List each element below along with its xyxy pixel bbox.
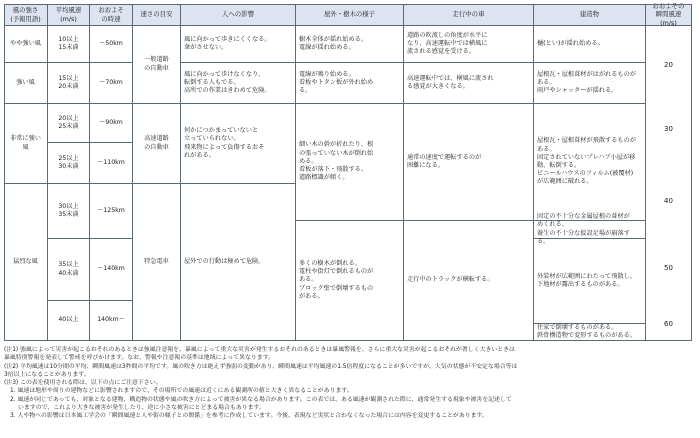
avg-speed-cell [48, 239, 90, 301]
gust-value: 50 [664, 263, 673, 272]
cell-text: ある。 [299, 276, 318, 284]
cell-text: 樹木全体が揺れ始める。 [299, 35, 368, 43]
cell-text: ～110km [97, 158, 125, 166]
building-cell [534, 104, 646, 221]
cell-text: 通常の速度で運転するのが [407, 153, 482, 161]
cell-text: 速さの目安 [140, 10, 173, 19]
cell-text: ～125km [97, 206, 125, 214]
note-line: (注3) この表を使用される際は、以下の点にご注意下さい。 [4, 380, 162, 387]
cell-text: 15未満 [58, 44, 79, 51]
gust-value: 30 [664, 125, 673, 134]
speed-guide-cell [133, 104, 181, 184]
avg-speed-cell [48, 301, 90, 341]
cell-text: 高所での作業はきわめて危険。 [184, 87, 271, 95]
cell-text: 困難になる。 [407, 162, 445, 169]
cell-text: ビニールハウスのフィルム(被覆材) [537, 170, 634, 178]
cell-text: 転倒する人もでる。 [184, 78, 240, 86]
cell-text: (m/s) [660, 18, 677, 27]
cell-text: 20以上 [58, 114, 79, 122]
cell-text: 風の強さ [12, 6, 39, 15]
cell-text: 屋外・樹木の様子 [323, 10, 376, 19]
cell-text: 屋外での行動は極めて危険。 [184, 257, 265, 265]
note-line: 3. 人や物への影響は日本風工学会の「瞬間風速と人や街の様子との関係」を参考に作成しています。今後、表現など実状と合わなくなった場合には内容を変更することがあります。 [10, 413, 488, 420]
cell-text: 細い木の幹が折れたり、根 [299, 141, 374, 149]
cell-text: 雨戸やシャッターが揺れる。 [537, 87, 618, 95]
cell-text: 住家で倒壊するものがある。 [537, 323, 618, 331]
car-cell [404, 221, 534, 341]
cell-text: 屋根瓦・屋根葺材がはがれるものが [537, 70, 636, 78]
cell-text: 風に向かって歩けなくなり、 [184, 70, 265, 78]
cell-text: ～140km [97, 265, 125, 273]
cell-text: ～90km [99, 118, 123, 126]
car-cell [404, 63, 534, 104]
building-cell [534, 63, 646, 104]
people-cell [181, 26, 296, 63]
note-line: 3倍以上になることがあります。 [4, 371, 90, 378]
building-cell [534, 324, 646, 341]
people-cell [181, 63, 296, 104]
kmh-cell [90, 104, 133, 143]
kmh-cell [90, 26, 133, 63]
gust-value: 40 [664, 197, 673, 206]
note-line: (注1) 強風によって災害が起こるおそれのあるときは強風注意報を、暴風によって重大な災害が発生するおそれのあるときは暴風警報を、さらに重大な災害が起こるおそれが著しく大きいときは [4, 347, 515, 353]
cell-text: ～50km [99, 39, 123, 47]
header-building [534, 4, 646, 26]
cell-text: ある。 [537, 78, 556, 86]
cell-text: ブロック壁で倒壊するもの [299, 284, 374, 292]
cell-text: 非常に強い風 [10, 135, 41, 151]
note-line: 暴風特別警報を発表して警戒を呼びかけます。なお、警報や注意報の基準は地域によって異なります。 [4, 355, 275, 362]
cell-text: 強い風 [16, 78, 35, 86]
cell-text: 固定の不十分な金属屋根の葺材が [537, 213, 630, 221]
building-cell [534, 213, 646, 245]
cell-text: める。 [299, 157, 318, 165]
avg-speed-cell [48, 143, 90, 184]
strength-label [4, 26, 48, 63]
kmh-cell [90, 239, 133, 301]
cell-text: 高速道路 [144, 135, 169, 143]
cell-text: がある。 [299, 292, 324, 300]
cell-text: 平均風速 [55, 6, 82, 15]
header-speed-guide [133, 4, 181, 26]
building-cell [534, 26, 646, 63]
strength-label [4, 63, 48, 104]
cell-text: 瞬間風速 [655, 10, 682, 19]
cell-text: 走行中の車 [452, 10, 485, 19]
cell-text: おおよその [652, 2, 685, 11]
outdoor-cell [296, 63, 404, 104]
cell-text: 猛烈な風 [13, 257, 38, 265]
cell-text: 道路の吹流しの角度が水平に [407, 31, 488, 39]
cell-text: 何かにつかまっていないと [184, 127, 259, 135]
cell-text: 特急電車 [144, 257, 169, 265]
cell-text: 25未満 [58, 123, 79, 130]
cell-text: 養生の不十分な仮設足場が崩落する。 [537, 229, 630, 245]
speed-guide-cell [133, 184, 181, 341]
header-avg-speed [48, 4, 90, 26]
cell-text: 樋(とい)が揺れ始める。 [537, 39, 604, 47]
cell-text: が広範囲に破れる。 [537, 178, 593, 186]
cell-text: る感覚が大きくなる。 [407, 83, 469, 90]
header-car [404, 4, 534, 26]
note-line: 1. 風速は地形や周りの建物などに影響されますので、その場所での風速は近くにある観測所の値と大きく異なることがあります。 [10, 388, 353, 395]
cell-text: 140km～ [97, 316, 125, 324]
cell-text: 電線が鳴り始める。 [299, 70, 355, 78]
note-line: 2. 風速が同じであっても、対象となる建物、構造物の状態や風の吹き方によって被害が異なる場合があります。この表では、ある風速が観測された際に、通常発生する現象や被害を記述して [10, 396, 512, 403]
cell-text: おおよそ [98, 6, 124, 15]
cell-text: 看板やトタン板が外れ始め [299, 78, 374, 86]
cell-text: 道路標識が傾く。 [299, 174, 349, 182]
header-approx-speed [90, 4, 133, 26]
cell-text: 外装材が広範囲にわたって飛散し、 [537, 272, 636, 280]
cell-text: めくれる。 [537, 221, 568, 229]
cell-text: (m/s) [60, 14, 77, 23]
cell-text: 鉄骨構造物で変形するものがある。 [537, 332, 636, 339]
note-line: (注2) 平均風速は10分間の平均、瞬間風速は3秒間の平均です。風の吹き方は絶えず強弱の変動があり、瞬間風速は平均風速の1.5倍程度になることが多いですが、大気の状態が不安定な場合等は [4, 363, 518, 370]
cell-text: 40以上 [58, 316, 79, 324]
car-cell [404, 26, 534, 63]
car-cell [404, 104, 534, 221]
cell-text: 立っていられない。 [184, 135, 240, 143]
outdoor-cell [296, 221, 404, 341]
kmh-cell [90, 63, 133, 104]
cell-text: 飛来物によって負傷するおそ [184, 143, 265, 151]
cell-text: 傘がさせない。 [184, 44, 228, 51]
cell-text: 35未満 [58, 211, 79, 218]
strength-label [4, 184, 48, 341]
cell-text: 高速運転中では、横風に流され [407, 74, 494, 82]
cell-text: 10以上 [58, 35, 79, 43]
kmh-cell [90, 184, 133, 239]
cell-text: る。 [299, 87, 312, 95]
header-people [181, 4, 296, 26]
cell-text: の自動車 [144, 143, 169, 151]
header-wind-strength [4, 4, 48, 26]
cell-text: なり、高速運転中では横風に [407, 39, 488, 47]
cell-text: れがある。 [184, 151, 215, 159]
speed-guide-cell [133, 26, 181, 104]
cell-text: 多くの樹木が倒れる。 [299, 259, 361, 267]
cell-text: 一般道路 [144, 56, 169, 64]
cell-text: 動、転倒する。 [537, 162, 581, 169]
avg-speed-cell [48, 184, 90, 239]
cell-text: (予報用語) [10, 14, 41, 23]
building-cell [534, 239, 646, 324]
outdoor-cell [296, 104, 404, 221]
cell-text: 30未満 [58, 163, 79, 170]
avg-speed-cell [48, 104, 90, 143]
cell-text: 30以上 [58, 202, 79, 210]
header-outdoor [296, 4, 404, 26]
avg-speed-cell [48, 26, 90, 63]
kmh-cell [90, 301, 133, 341]
note-line: いますので、これより大きな被害が発生したり、逆に小さな被害にとどまる場合もあります。 [18, 405, 265, 412]
cell-text: 固定されていないプレハブ小屋が移 [537, 153, 636, 161]
people-cell [181, 184, 296, 341]
cell-text: 25以上 [58, 154, 79, 162]
cell-text: 35以上 [58, 261, 79, 269]
strength-label [4, 104, 48, 184]
cell-text: 20未満 [58, 83, 79, 90]
people-cell [181, 104, 296, 184]
cell-text: 風に向かって歩きにくくなる。 [184, 35, 271, 43]
avg-speed-cell [48, 63, 90, 104]
cell-text: 人への影響 [222, 10, 254, 19]
header-gust [646, 4, 692, 26]
cell-text: の自動車 [144, 64, 169, 72]
cell-text: 走行中のトラックが横転する。 [407, 276, 494, 284]
cell-text: 看板が落下・飛散する。 [299, 166, 368, 174]
cell-text: 電柱や街灯で倒れるものが [299, 268, 374, 276]
kmh-cell [90, 143, 133, 184]
outdoor-cell [296, 26, 404, 63]
cell-text: の張っていない木が倒れ始 [299, 149, 374, 157]
cell-text: 下地材が露出するものがある。 [537, 281, 624, 288]
cell-text: ～70km [99, 78, 123, 86]
cell-text: 電線が揺れ始める。 [299, 44, 355, 51]
cell-text: 流される感覚を受ける。 [407, 48, 476, 56]
gust-column [646, 26, 692, 341]
cell-text: 40未満 [58, 269, 79, 277]
notes-section [4, 346, 694, 421]
cell-text: の時速 [101, 14, 121, 23]
gust-value: 60 [664, 319, 673, 328]
cell-text: 建造物 [579, 10, 600, 19]
cell-text: 屋根瓦・屋根葺材が飛散するものが [537, 137, 636, 145]
cell-text: やや強い風 [10, 39, 41, 47]
cell-text: 15以上 [58, 74, 79, 82]
gust-value: 20 [664, 61, 673, 69]
cell-text: ある。 [537, 145, 556, 153]
